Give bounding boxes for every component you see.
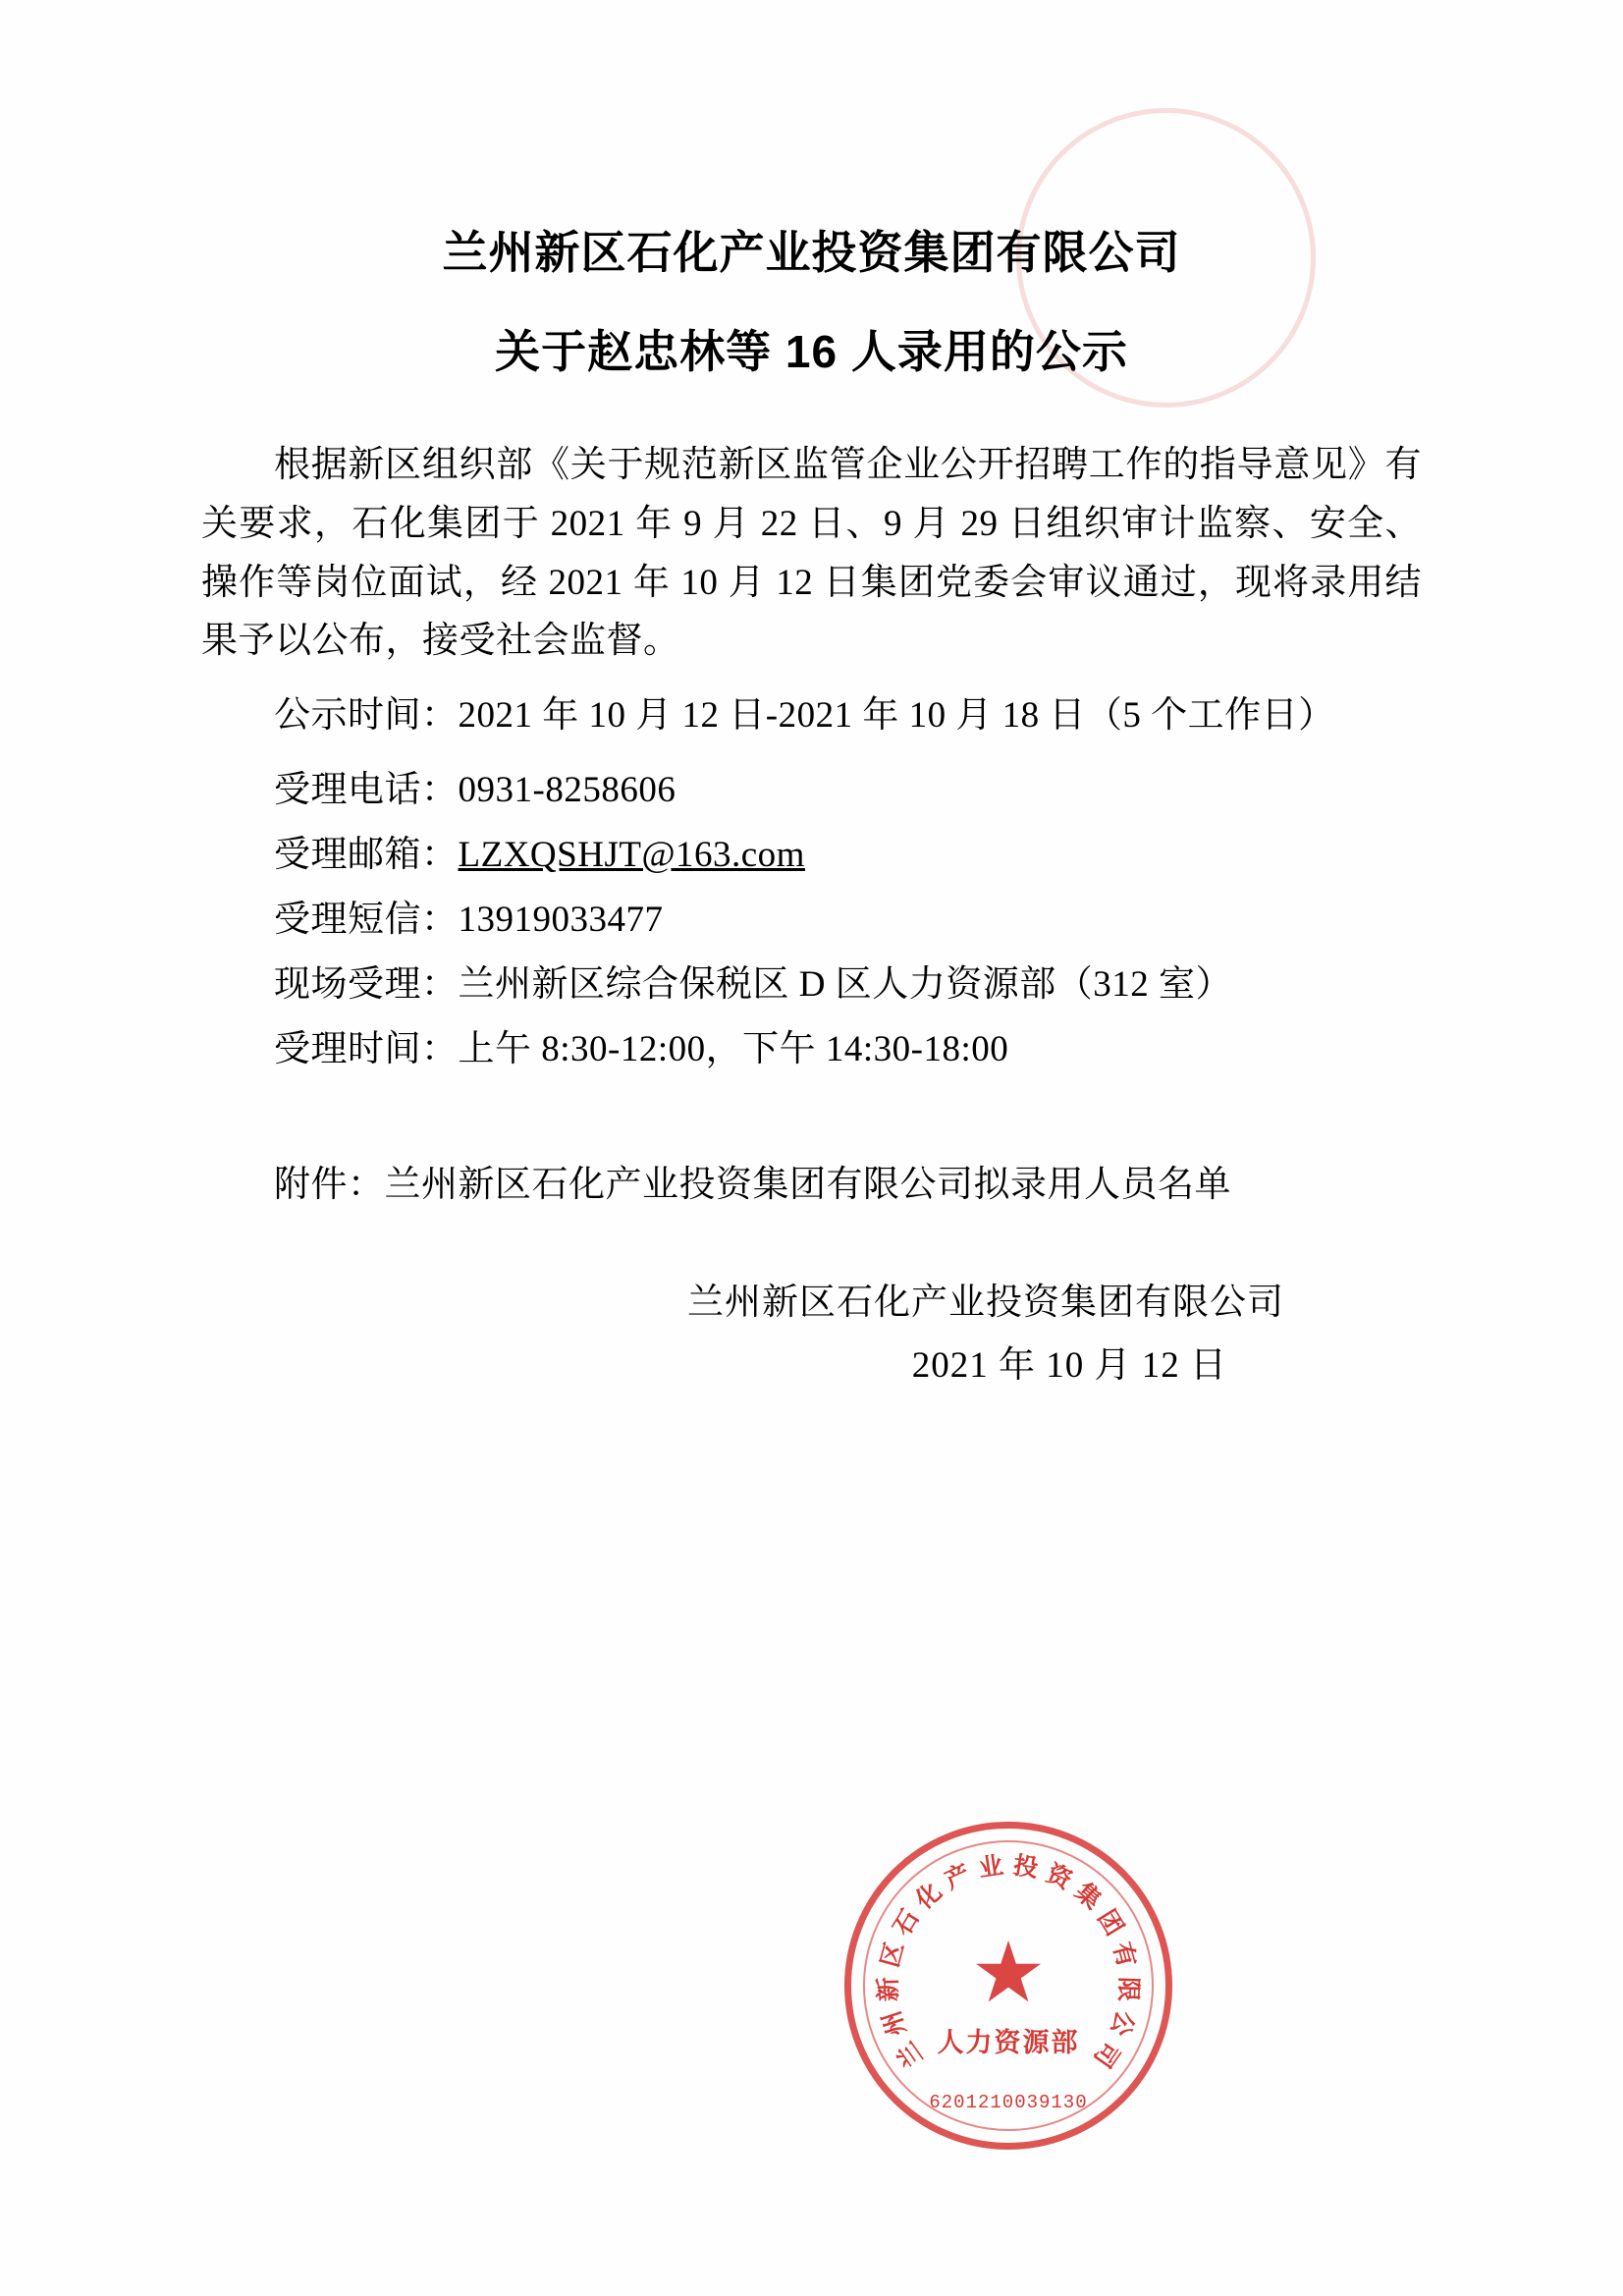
sms-label: 受理短信： [274,900,459,941]
seal-sub-text: 人力资源部 [937,2028,1080,2057]
hours-value: 上午 8:30-12:00，下午 14:30-18:00 [458,1029,1009,1070]
email-link[interactable]: LZXQSHJT@163.com [458,835,805,876]
email-label: 受理邮箱： [274,835,459,876]
paragraph-background: 根据新区组织部《关于规范新区监管企业公开招聘工作的指导意见》有关要求，石化集团于 2021 年 9 月 22 日、9 月 29 日组织审计监察、安全、操作等岗位面试，经 2021 年 10 月 12 日集团党委会审议通过，现将录用结果予以公布，接受社会监督。 [201,444,1422,662]
paragraph-hours [201,1020,1422,1079]
signature-organization: 兰州新区石化产业投资集团有限公司 [687,1282,1284,1323]
seal-star-icon: ★ [970,1926,1047,2021]
paragraph-onsite [201,956,1422,1014]
paragraph-email [201,826,1422,885]
phone-label: 受理电话： [274,770,459,811]
page-title-line1: 兰州新区石化产业投资集团有限公司 [442,227,1181,278]
signature-block [201,1272,1422,1396]
paragraph-notice-period: 公示时间：2021 年 10 月 12 日-2021 年 10 月 18 日（5 个工作日） [274,695,1335,737]
spacer [201,1079,1422,1156]
paragraph-attachment: 附件：兰州新区石化产业投资集团有限公司拟录用人员名单 [274,1165,1231,1205]
paragraph-phone [201,761,1422,820]
seal-code: 6201210039130 [929,2092,1088,2113]
paragraph-sms [201,891,1422,950]
sms-value: 13919033477 [458,900,664,941]
signature-date: 2021 年 10 月 12 日 [911,1344,1227,1386]
seal-ring-text: 兰 州 新 区 石 化 产 业 投 资 集 团 有 限 公 司 [874,1851,1143,2073]
onsite-value: 兰州新区综合保税区 D 区人力资源部（312 室） [458,964,1232,1006]
document-text-block [201,436,1422,1215]
page-title-line2: 关于赵忠林等 16 人录用的公示 [495,326,1128,378]
phone-value: 0931-8258606 [458,770,676,811]
hours-label: 受理时间： [274,1029,459,1070]
onsite-label: 现场受理： [274,964,459,1006]
